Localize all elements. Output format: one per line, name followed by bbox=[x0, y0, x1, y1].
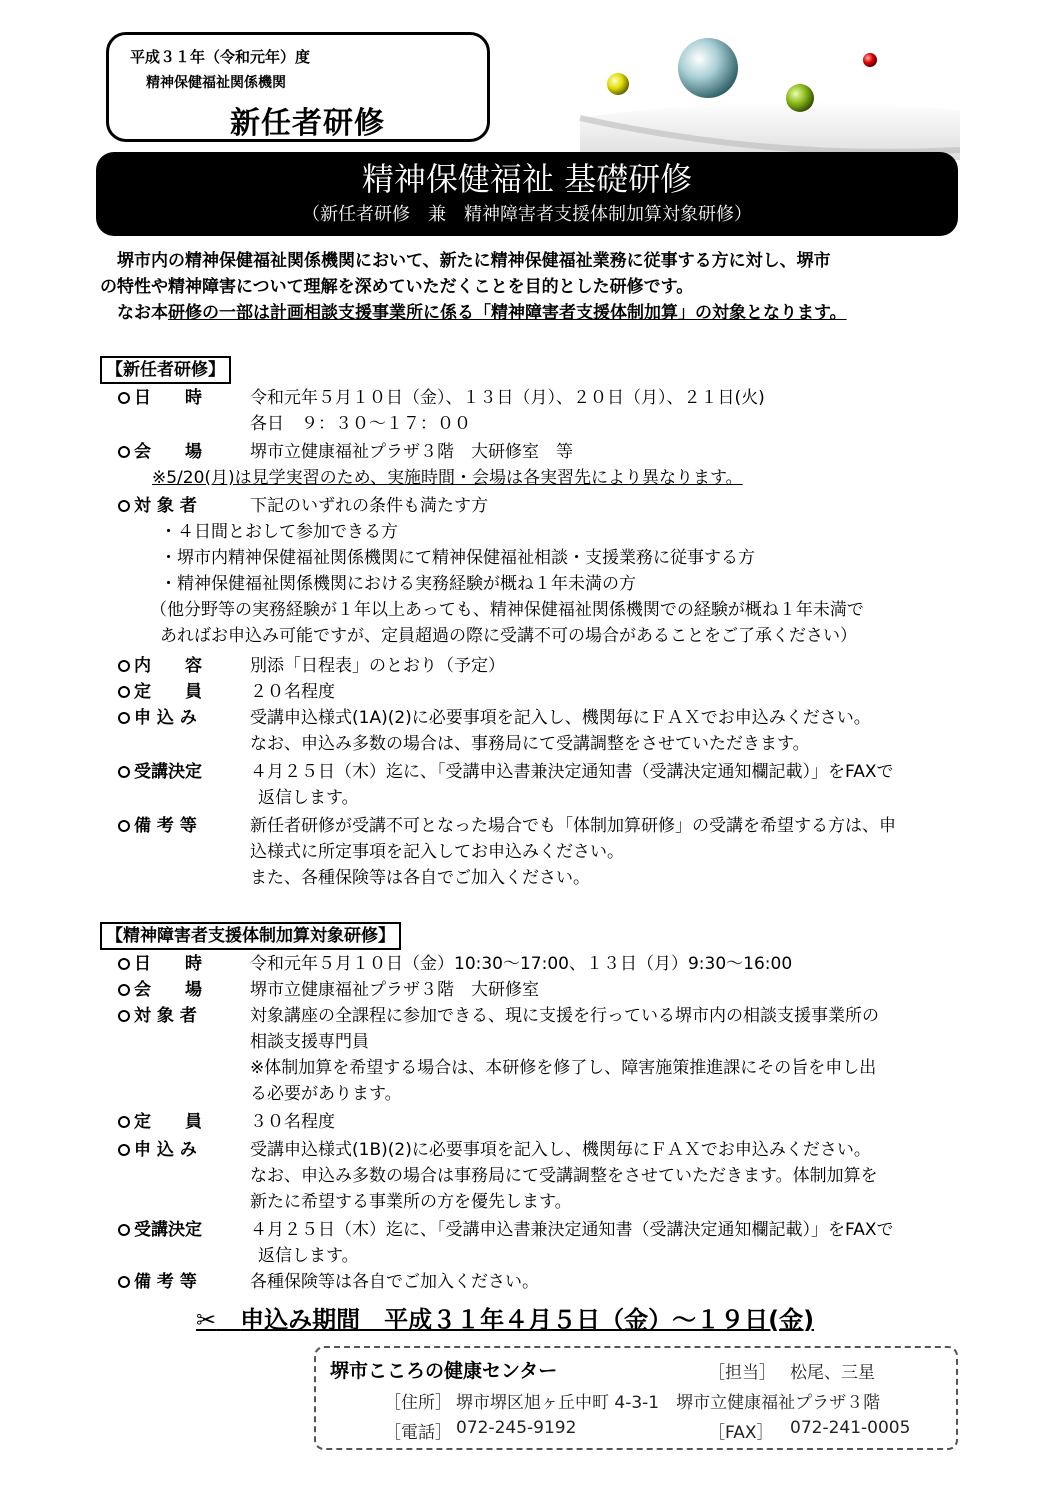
section2-heading: 【精神障害者支援体制加算対象研修】 bbox=[100, 922, 401, 950]
s2-label-remarks: 備 考 等 bbox=[118, 1270, 197, 1294]
s2-venue: 堺市立健康福祉プラザ３階 大研修室 bbox=[250, 980, 539, 1000]
bullet-icon bbox=[118, 446, 130, 458]
s2-decision-line1: ４月２５日（木）迄に、「受講申込書兼決定通知書（受講決定通知欄記載）」をFAXで bbox=[250, 1220, 894, 1240]
contact-address: 堺市堺区旭ヶ丘中町 4-3-1 堺市立健康福祉プラザ３階 bbox=[456, 1393, 881, 1413]
s2-label-capacity: 定 員 bbox=[118, 1110, 202, 1134]
s1-remarks-line3: また、各種保険等は各自でご加入ください。 bbox=[250, 868, 590, 888]
contact-tel-label: ［電話］ bbox=[384, 1423, 452, 1443]
bullet-icon bbox=[118, 660, 130, 672]
contact-tel: 072-245-9192 bbox=[456, 1418, 577, 1438]
contact-fax-label: ［FAX］ bbox=[708, 1423, 774, 1443]
s1-capacity: ２０名程度 bbox=[250, 682, 335, 702]
intro-line-2: の特性や精神障害について理解を深めていただくことを目的とした研修です。 bbox=[100, 277, 694, 297]
scissors-icon: ✂ bbox=[196, 1306, 217, 1334]
s2-label-datetime: 日 時 bbox=[118, 952, 202, 976]
bullet-icon bbox=[118, 766, 130, 778]
bullet-icon bbox=[118, 686, 130, 698]
bullet-icon bbox=[118, 820, 130, 832]
decorative-spheres bbox=[570, 30, 970, 160]
big-sphere bbox=[678, 38, 738, 98]
bullet-icon bbox=[118, 712, 130, 724]
s1-label-capacity: 定 員 bbox=[118, 680, 202, 704]
red-sphere bbox=[863, 53, 877, 67]
header-title: 新任者研修 bbox=[230, 106, 385, 141]
green-sphere bbox=[786, 84, 814, 112]
s1-label-decision: 受講決定 bbox=[118, 760, 202, 784]
s1-target-cond1: ・４日間とおして参加できる方 bbox=[160, 522, 398, 542]
s2-target-line1: 対象講座の全課程に参加できる、現に支援を行っている堺市内の相談支援事業所の bbox=[250, 1006, 879, 1026]
contact-person: 松尾、三星 bbox=[790, 1363, 875, 1383]
s1-label-apply: 申 込 み bbox=[118, 706, 197, 730]
s2-target-line4: る必要があります。 bbox=[250, 1084, 402, 1104]
section1-heading: 【新任者研修】 bbox=[100, 356, 231, 384]
s1-venue-note: ※5/20(月)は見学実習のため、実施時間・会場は各実習先により異なります。 bbox=[152, 468, 743, 488]
contact-address-label: ［住所］ bbox=[384, 1393, 452, 1413]
s2-apply-line2: なお、申込み多数の場合は事務局にて受講調整をさせていただきます。体制加算を bbox=[250, 1166, 878, 1186]
s2-target-line3: ※体制加算を希望する場合は、本研修を修了し、障害施策推進課にその旨を申し出 bbox=[250, 1058, 877, 1078]
s1-decision-line1: ４月２５日（木）迄に、「受講申込書兼決定通知書（受講決定通知欄記載）」をFAXで bbox=[250, 762, 894, 782]
bullet-icon bbox=[118, 392, 130, 404]
s2-label-apply: 申 込 み bbox=[118, 1138, 197, 1162]
s2-datetime: 令和元年５月１０日（金）10:30～17:00、１３日（月）9:30～16:00 bbox=[250, 954, 793, 974]
s1-label-datetime: 日 時 bbox=[118, 386, 202, 410]
bullet-icon bbox=[118, 1144, 130, 1156]
s1-apply-line1: 受講申込様式(1A)(2)に必要事項を記入し、機関毎にＦＡＸでお申込みください。 bbox=[250, 708, 871, 728]
bullet-icon bbox=[118, 958, 130, 970]
intro-line-3-pre: なお本 bbox=[100, 303, 168, 323]
bullet-icon bbox=[118, 1116, 130, 1128]
bullet-icon bbox=[118, 1276, 130, 1288]
yellow-sphere bbox=[607, 73, 629, 95]
s1-target: 下記のいずれの条件も満たす方 bbox=[250, 496, 488, 516]
application-period-text: 申込み期間 平成３１年４月５日（金）～１９日(金) bbox=[240, 1306, 815, 1334]
intro-line-3-underlined: 研修の一部は計画相談支援事業所に係る「精神障害者支援体制加算」の対象となります。 bbox=[168, 303, 847, 323]
header-year: 平成３１年（令和元年）度 bbox=[130, 48, 311, 66]
s1-target-note1: （他分野等の実務経験が１年以上あっても、精神保健福祉関係機関での経験が概ね１年未満で bbox=[150, 600, 864, 620]
s2-label-venue: 会 場 bbox=[118, 978, 202, 1002]
contact-person-label: ［担当］ bbox=[708, 1363, 776, 1383]
s1-venue: 堺市立健康福祉プラザ３階 大研修室 等 bbox=[250, 442, 573, 462]
s2-remarks: 各種保険等は各自でご加入ください。 bbox=[250, 1272, 539, 1292]
bullet-icon bbox=[118, 984, 130, 996]
contact-fax: 072-241-0005 bbox=[790, 1418, 911, 1438]
s2-capacity: ３０名程度 bbox=[250, 1112, 335, 1132]
s1-apply-line2: なお、申込み多数の場合は、事務局にて受講調整をさせていただきます。 bbox=[250, 734, 810, 754]
s2-apply-line3: 新たに希望する事業所の方を優先します。 bbox=[250, 1192, 572, 1212]
s1-label-venue: 会 場 bbox=[118, 440, 202, 464]
s2-label-target: 対 象 者 bbox=[118, 1004, 197, 1028]
s2-target-line2: 相談支援専門員 bbox=[250, 1032, 369, 1052]
s1-label-target: 対 象 者 bbox=[118, 494, 197, 518]
s1-remarks-line2: 込様式に所定事項を記入してお申込みください。 bbox=[250, 842, 624, 862]
intro-line-3 bbox=[100, 298, 847, 323]
intro-line-1: 堺市内の精神保健福祉関係機関において、新たに精神保健福祉業務に従事する方に対し、堺市 bbox=[100, 251, 831, 271]
s1-decision-line2: 返信します。 bbox=[258, 788, 359, 808]
s2-apply-line1: 受講申込様式(1B)(2)に必要事項を記入し、機関毎にＦＡＸでお申込みください。 bbox=[250, 1140, 871, 1160]
s1-label-content: 内 容 bbox=[118, 654, 202, 678]
s2-decision-line2: 返信します。 bbox=[258, 1246, 359, 1266]
banner-subtitle: （新任者研修 兼 精神障害者支援体制加算対象研修） bbox=[302, 204, 752, 225]
s1-target-cond3: ・精神保健福祉関係機関における実務経験が概ね１年未満の方 bbox=[160, 574, 636, 594]
bullet-icon bbox=[118, 500, 130, 512]
s1-label-remarks: 備 考 等 bbox=[118, 814, 197, 838]
application-period bbox=[196, 1300, 814, 1335]
s1-datetime-line2: 各日 ９：３０～１７：００ bbox=[250, 414, 471, 434]
s2-label-decision: 受講決定 bbox=[118, 1218, 202, 1242]
s1-target-note2: あればお申込み可能ですが、定員超過の際に受講不可の場合があることをご了承ください） bbox=[160, 626, 857, 646]
bullet-icon bbox=[118, 1224, 130, 1236]
s1-content: 別添「日程表」のとおり（予定） bbox=[250, 656, 505, 676]
s1-remarks-line1: 新任者研修が受講不可となった場合でも「体制加算研修」の受講を希望する方は、申 bbox=[250, 816, 896, 836]
contact-name: 堺市こころの健康センター bbox=[330, 1360, 558, 1382]
bullet-icon bbox=[118, 1010, 130, 1022]
s1-datetime-line1: 令和元年５月１０日（金）、１３日（月）、２０日（月）、２１日(火) bbox=[250, 388, 765, 408]
banner-title: 精神保健福祉 基礎研修 bbox=[361, 160, 693, 198]
s1-target-cond2: ・堺市内精神保健福祉関係機関にて精神保健福祉相談・支援業務に従事する方 bbox=[160, 548, 755, 568]
header-org: 精神保健福祉関係機関 bbox=[146, 75, 286, 91]
